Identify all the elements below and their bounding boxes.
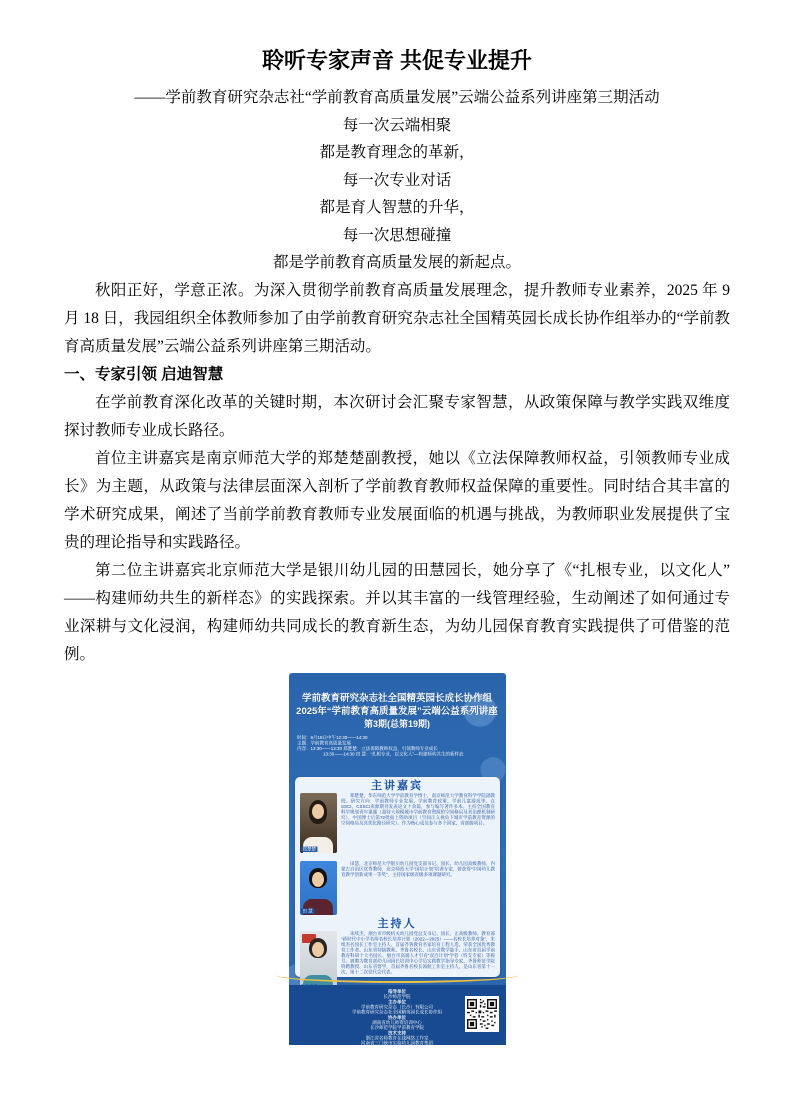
poster-title-line2: 2025年“学前教育高质量发展”云端公益系列讲座 [296,705,498,717]
footer-org-line: 长沙师范学院学前教育学院 [369,1024,424,1030]
poster-info-content1: 内容：12:30——13:30 郑楚楚：立法保障教师权益，引领教师专业成长 [296,745,438,751]
poster-info-time: 时间：9月18日中午12:30——14:30 [296,734,368,740]
speakers-heading: 主讲嘉宾 [371,779,423,792]
host-bio-zhu: 朱续杰，烟台市市级机关幼儿园党总支书记、园长，正高级教师。教育部“新时代中小学名师名校长培养计划（2022—2025）——名校长培养对象”，朱续杰名园长工作室主持人，首届齐鲁教育名家培育工程人选，荣获全国优秀教育工作者、山东省特级教师、齐鲁名校长、山东省教学能手、山东省首届学前教育科研十大名园长、烟台市高端人才引育“双百计划”学者（特支专家）等称号。被聘为教育部幼儿园园长培训中心学员实践教学指导专家、齐鲁师范学院特聘教授、山东省督学，首届齐鲁名校长领航工作室主持人，是山东省第十一次、第十二次党代会代表。 [340,930,495,974]
event-poster [289,673,506,1045]
host-heading: 主持人 [377,917,417,930]
section-heading: 一、专家引领 启迪智慧 [64,365,224,383]
doc-subtitle: ——学前教育研究杂志社“学前教育高质量发展”云端公益系列讲座第三期活动 [134,89,660,106]
speaker-photo-zheng [300,793,337,853]
poster-info-topic: 主题：学前教育高质量发展 [296,740,351,745]
poster-speaker-card [295,777,500,977]
speaker-bio-zheng: 郑楚楚，华东师范大学学前教育学博士，南京师范大学教育科学学院副教授。研究方向：学前教师专业发展、学前教育政策、学前儿童游戏等。在SSCI、CSSCI来源期刊发表论文十余篇，参与编写著作多本。主持全国教育科学规划青年课题（超特大规模城市学前教育资源的空间格局及其治理机制研究）、中国博士后第72批面上资助项目（空间正义视角下城市学前教育资源的空间格局及其优化路径研究）。作为核心成员参与多个国家、省部级项目。 [340,792,495,825]
poster-title [289,673,506,731]
poster-info [289,735,506,773]
poem-block [64,112,730,277]
footer-group-organizer: 主办单位 学前教育研究杂志（长沙）有限公司 学前教育研究杂志社全国精英园长成长协作组 [289,999,506,1014]
poem-line: 每一次专业对话 [342,171,452,189]
footer-group-guidance: 指导单位 长沙师范学院 [289,989,506,999]
poem-line: 每一次思想碰撞 [342,226,452,244]
poem-line: 都是学前教育高质量发展的新起点。 [272,254,521,271]
poster-title-line1: 学前教育研究杂志社全国精英园长成长协作组 [301,692,492,704]
speaker-bio-tian: 田慧，北京师范大学银川幼儿园党支部书记、园长、幼儿园高级教师，内蒙古自治区优秀教师，北京师范大学“国培计划”培训专家，曾获得“中国幼儿教育教学创新成果一等奖”，主持国家级省级多项课题研究。 [340,860,495,877]
poster-info-content2: 13:30——14:30 田 慧：“扎根专业，以文化人”—构建师幼共生的新样态 [322,751,464,756]
speaker-name-tag: 郑楚楚 [302,846,316,851]
footer-org-line: 学前教育研究杂志（长沙）有限公司 [360,1004,433,1009]
footer-org-line: 湖南省幼儿师资培训中心 [372,1019,422,1025]
paragraph-speaker-tian: 第二位主讲嘉宾北京师范大学是银川幼儿园的田慧园长，她分享了《“扎根专业，以文化人”——构建师幼共生的新样态》的实践探索。并以其丰富的一线管理经验，生动阐述了如何通过专业深耕与文化浸润，构建师幼共同成长的教育新生态，为幼儿园保育教育实践提供了可借鉴的范例。 [64,561,730,663]
footer-org-line: 河南省三门峡市实验幼儿园教育集团 [360,1040,433,1045]
page-title: 聆听专家声音 共促专业提升 [261,48,533,73]
poem-line: 都是教育理念的革新， [319,144,475,161]
speaker-row-zheng [300,793,495,859]
footer-org-line: 学前教育研究杂志社全国精英园长成长协作组 [351,1009,442,1014]
paragraph-speaker-zheng: 首位主讲嘉宾是南京师范大学的郑楚楚副教授，她以《立法保障教师权益，引领教师专业成长》为主题，从政策与法律层面深入剖析了学前教育教师权益保障的重要性。同时结合其丰富的学术研究成果，阐述了当前学前教育教师专业发展面临的机遇与挑战，为教师职业发展提供了宝贵的理论指导和实践路径。 [64,449,730,551]
paragraph-intro: 秋阳正好，学意正浓。为深入贯彻学前教育高质量发展理念，提升教师专业素养，2025 年 9 月 18 日，我园组织全体教师参加了由学前教育研究杂志社全国精英园长成长协作组举办的“学前教育高质量发展”云端公益系列讲座第三期活动。 [64,281,730,355]
speaker-row-tian [300,861,495,915]
footer-org-line: 长沙师范学院 [383,993,411,999]
poem-line: 每一次云端相聚 [342,116,452,134]
poem-line: 都是育人智慧的升华， [319,199,475,216]
qr-code [465,996,499,1032]
speaker-photo-tian [300,861,337,915]
footer-org-line: 浙江省名师教育在线网络工作室 [365,1035,429,1040]
footer-group-tech-support: 技术支持 浙江省名师教育在线网络工作室 河南省三门峡市实验幼儿园教育集团 [289,1030,506,1045]
footer-group-coorganizer: 协办单位 湖南省幼儿师资培训中心 长沙师范学院学前教育学院 [289,1015,506,1030]
poster-footer [289,985,506,1045]
poster-title-line3: 第3期(总第19期) [363,718,430,729]
speaker-name-tag: 田 慧 [302,908,313,913]
paragraph-overview: 在学前教育深化改革的关键时期，本次研讨会汇聚专家智慧，从政策保障与教学实践双维度探讨教师专业成长路径。 [64,393,730,439]
